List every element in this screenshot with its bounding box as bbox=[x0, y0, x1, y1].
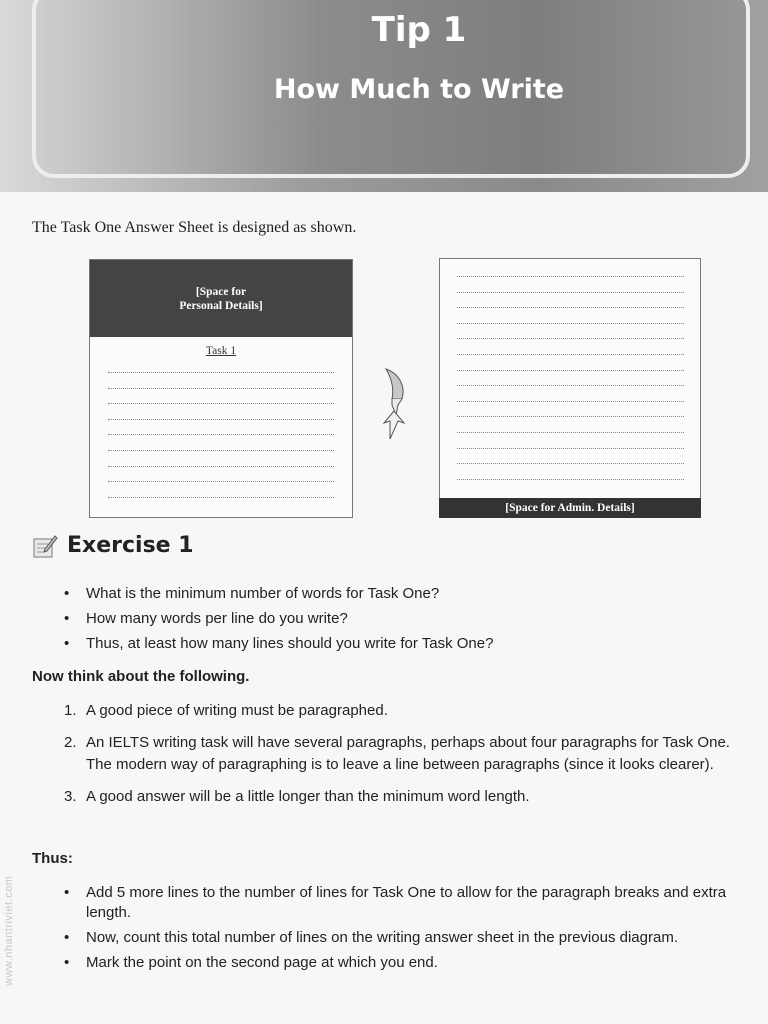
personal-details-box bbox=[90, 260, 352, 337]
intro-text: The Task One Answer Sheet is designed as shown. bbox=[32, 219, 357, 236]
list-item bbox=[64, 732, 759, 776]
writing-line bbox=[457, 292, 684, 293]
thus-heading: Thus: bbox=[32, 850, 73, 867]
writing-line bbox=[457, 370, 684, 371]
think-heading: Now think about the following. bbox=[32, 668, 250, 685]
watermark: www.nhantriviet.com bbox=[3, 875, 15, 986]
list-item: • How many words per line do you write? bbox=[64, 609, 493, 629]
writing-line bbox=[457, 354, 684, 355]
writing-line bbox=[457, 448, 684, 449]
writing-line bbox=[108, 419, 334, 420]
writing-line bbox=[108, 497, 334, 498]
list-item bbox=[64, 700, 759, 722]
exercise-questions-list bbox=[64, 584, 493, 659]
item-text: A good piece of writing must be paragraphed. bbox=[86, 702, 388, 719]
task-1-label: Task 1 bbox=[205, 345, 237, 357]
personal-details-line1: [Space for bbox=[195, 286, 247, 298]
writing-line bbox=[108, 434, 334, 435]
header-banner bbox=[0, 0, 768, 192]
answer-sheet-page-1 bbox=[89, 259, 353, 518]
tip-subtitle: How Much to Write bbox=[273, 74, 565, 105]
list-item: • Mark the point on the second page at which you end. bbox=[64, 953, 754, 973]
exercise-notepad-icon bbox=[32, 533, 58, 559]
writing-line bbox=[457, 323, 684, 324]
writing-line bbox=[108, 481, 334, 482]
personal-details-line2: Personal Details] bbox=[179, 300, 263, 312]
writing-line bbox=[108, 466, 334, 467]
writing-line bbox=[457, 338, 684, 339]
answer-sheet-page-2 bbox=[439, 258, 701, 518]
writing-line bbox=[457, 463, 684, 464]
writing-line bbox=[108, 450, 334, 451]
item-text: An IELTS writing task will have several paragraphs, perhaps about four paragraphs for Task One. The modern way of paragraphing is to leave a line between paragraphs (since it looks clearer). bbox=[86, 734, 730, 773]
banner-frame bbox=[32, 0, 750, 178]
thus-list bbox=[64, 883, 754, 978]
writing-line bbox=[108, 403, 334, 404]
writing-line bbox=[457, 385, 684, 386]
writing-line bbox=[457, 432, 684, 433]
writing-line bbox=[457, 401, 684, 402]
item-number: 3. bbox=[64, 788, 77, 805]
think-numbered-list bbox=[64, 700, 759, 818]
item-text: A good answer will be a little longer than the minimum word length. bbox=[86, 788, 530, 805]
writing-line bbox=[457, 416, 684, 417]
page-turn-arrow-icon bbox=[380, 365, 408, 445]
tip-title: Tip 1 bbox=[371, 10, 467, 50]
writing-line bbox=[457, 479, 684, 480]
writing-line bbox=[108, 372, 334, 373]
item-number: 2. bbox=[64, 734, 77, 751]
list-item: • Thus, at least how many lines should you write for Task One? bbox=[64, 634, 493, 654]
writing-line bbox=[108, 388, 334, 389]
writing-line bbox=[457, 276, 684, 277]
list-item: • Add 5 more lines to the number of lines for Task One to allow for the paragraph breaks and extra length. bbox=[64, 883, 754, 923]
admin-details-box: [Space for Admin. Details] bbox=[439, 498, 701, 518]
item-number: 1. bbox=[64, 702, 77, 719]
list-item bbox=[64, 786, 759, 808]
writing-line bbox=[457, 307, 684, 308]
list-item: • Now, count this total number of lines on the writing answer sheet in the previous diagram. bbox=[64, 928, 754, 948]
exercise-title: Exercise 1 bbox=[67, 533, 194, 558]
list-item: • What is the minimum number of words for Task One? bbox=[64, 584, 493, 604]
